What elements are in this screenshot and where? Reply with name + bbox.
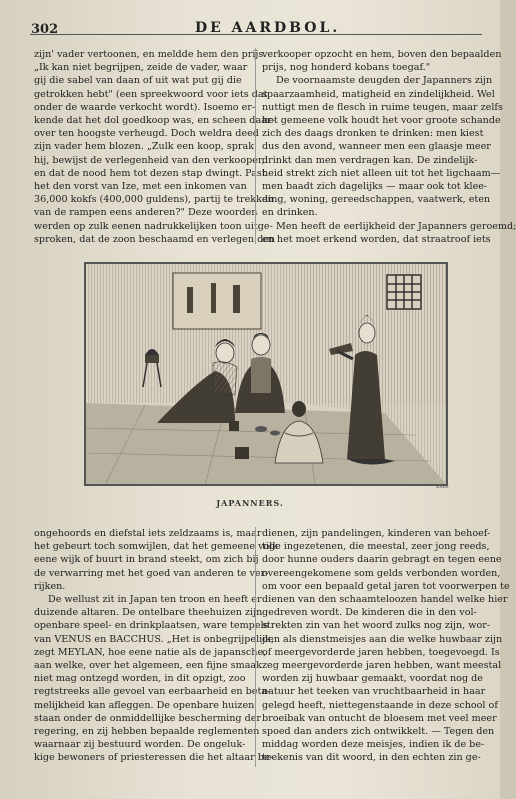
column-divider-bottom — [255, 527, 256, 767]
text-line: waarnaar zij bestuurd worden. De ongeluk- — [34, 739, 246, 751]
text-line: zijn' vader vertoonen, en meldde hem den prijs. — [34, 49, 267, 60]
text-line: drinkt dan men verdragen kan. De zindelijk- — [262, 154, 478, 166]
text-line: en het moet erkend worden, dat straatroof iets — [262, 233, 491, 245]
text-line: „Ik kan niet begrijpen, zeide de vader, waar — [34, 62, 248, 74]
text-line: teekenis van dit woord, in den echten zin ge- — [262, 752, 481, 764]
text-line: tige ingezetenen, die meestal, zeer jong reeds, — [262, 541, 490, 553]
text-line: ongehoords en diefstal iets zeldzaams is, maar — [34, 528, 262, 539]
text-line: eene wijk of buurt in brand steekt, om zich bij — [34, 554, 259, 566]
text-line: duizende altaren. De ontelbare theehuizen zijn — [34, 607, 263, 619]
text-line: worden zij huwbaar gemaakt, voordat nog de — [262, 673, 483, 685]
text-line: werden op zulk eenen nadrukkelijken toon uitge- — [34, 220, 273, 232]
running-head — [0, 8, 500, 36]
running-title: DE AARDBOL. — [195, 20, 341, 36]
text-line: men baadt zich dagelijks — maar ook tot klee- — [262, 181, 488, 193]
text-line: onder de waarde verkocht wordt). Isoemo er- — [34, 101, 256, 113]
page-number: 302 — [31, 22, 59, 37]
text-line: van VENUS en BACCHUS. „Het is onbegrijpelijk, — [34, 633, 275, 645]
text-line: gelegd heeft, niettegenstaande in deze school of — [262, 699, 498, 711]
text-line: gij die sabel van daan of uit wat put gij die — [34, 75, 242, 87]
header-rule — [30, 34, 482, 35]
text-line: niet mag ontzegd worden, in dit opzigt, zoo — [34, 673, 246, 685]
text-line: rijken. — [34, 580, 66, 592]
text-column-bottom-left — [34, 527, 279, 765]
text-line: de verwarring met het goed van anderen te ver- — [34, 567, 269, 579]
text-line: middag worden deze meisjes, indien ik de be- — [262, 739, 485, 751]
text-line: van de rampen eens anderen?" Deze woorden — [34, 207, 258, 219]
text-line: over ten hoogste verheugd. Doch weldra deed — [34, 128, 259, 140]
engraving-scene — [85, 263, 447, 485]
text-line: en dat de nood hem tot dezen stap dwingt. Past — [34, 167, 266, 179]
text-line: strekten zin van het woord zulks nog zijn, wor- — [262, 620, 491, 632]
text-line: getrokken hebt" (een spreekwoord voor iets dat — [34, 88, 268, 100]
text-line: spaarzaamheid, matigheid en zindelijkheid. Wel — [262, 88, 495, 100]
text-line: het gebeurt toch somwijlen, dat het gemeene volk — [34, 541, 279, 553]
text-line: dus den avond, wanneer men een glaasje meer — [262, 141, 491, 153]
text-line: natuur het teeken van vruchtbaarheid in haar — [262, 686, 486, 698]
text-line: openbare speel- en drinkplaatsen, ware tempels — [34, 620, 269, 632]
text-line: het den vorst van Ize, met een inkomen van — [34, 181, 247, 193]
text-line: het gemeene volk houdt het voor groote schande — [262, 115, 501, 127]
text-line: heid strekt zich niet alleen uit tot het ligchaam— — [262, 167, 501, 179]
text-line: broeibak van ontucht de bloesem met veel meer — [262, 712, 497, 724]
text-line: zich des daags dronken te drinken: men kiest — [262, 128, 484, 140]
engraver-signature: Kelfs — [436, 484, 449, 490]
text-line: regtstreeks alle gevoel van eerbaarheid en beta- — [34, 686, 271, 698]
figure-caption: JAPANNERS. — [216, 498, 284, 508]
text-line: hij, bewijst de verlegenheid van den verkooper, — [34, 154, 265, 166]
text-line: om voor een bepaald getal jaren tot voorwerpen te — [262, 580, 510, 592]
text-column-bottom-right — [262, 527, 510, 765]
text-line: ding, woning, gereedschappen, vaatwerk, eten — [262, 194, 491, 206]
text-line: of meergevorderde jaren hebben, toegevoegd. Is — [262, 646, 500, 658]
wall-scroll — [173, 273, 261, 329]
text-column-top-right — [262, 48, 516, 246]
text-line: zeg meergevorderde jaren hebben, want meestal — [262, 660, 502, 672]
text-line: regering, en zij hebben bepaalde reglementen — [34, 726, 260, 738]
text-line: staan onder de onmiddellijke bescherming der — [34, 712, 262, 724]
column-divider-top — [255, 48, 256, 244]
text-line: zijn vader hem blozen. „Zulk een koop, sprak — [34, 141, 255, 153]
text-line: aan welke, over het algemeen, een fijne smaak — [34, 660, 262, 672]
text-line: melijkheid kan afleggen. De openbare huizen — [34, 699, 255, 711]
text-line: door hunne ouders daarin gebragt en tegen eene — [262, 554, 502, 566]
text-line: kige bewoners of priesteressen die het altaar be- — [34, 752, 273, 764]
text-line: dienen van den schaamteloozen handel welke hier — [262, 594, 508, 606]
text-line: sproken, dat de zoon beschaamd en verlegen den — [34, 233, 276, 245]
text-line: Men heeft de eerlijkheid der Japanners geroemd; — [276, 220, 516, 232]
text-line: verkooper opzocht en hem, boven den bepaalden — [262, 49, 502, 60]
engraving-illustration — [84, 262, 448, 486]
text-line: dienen, zijn pandelingen, kinderen van behoef- — [262, 528, 491, 539]
text-line: prijs, nog honderd kobans toegaf." — [262, 62, 431, 74]
text-line: kende dat het dol goedkoop was, en scheen daar- — [34, 115, 275, 127]
text-line: spoed dan anders zich ontwikkelt. — Tegen den — [262, 726, 495, 738]
text-line: nuttigt men de flesch in ruime teugen, maar zelfs — [262, 101, 503, 113]
text-line: De voornaamste deugden der Japanners zijn — [276, 75, 493, 87]
text-line: den als dienstmeisjes aan die welke huwbaar zijn — [262, 633, 503, 645]
text-line: gedreven wordt. De kinderen die in den vol- — [262, 607, 477, 619]
text-line: 36,000 kokfs (400,000 guldens), partij te trekken — [34, 194, 274, 206]
text-line: en drinken. — [262, 207, 318, 219]
text-line: De wellust zit in Japan ten troon en heeft er — [48, 594, 262, 606]
text-line: overeengekomene som gelds verbonden worden, — [262, 567, 501, 579]
text-line: zegt MEYLAN, hoe eene natie als de japansche, — [34, 646, 267, 658]
text-column-top-left — [34, 48, 276, 246]
